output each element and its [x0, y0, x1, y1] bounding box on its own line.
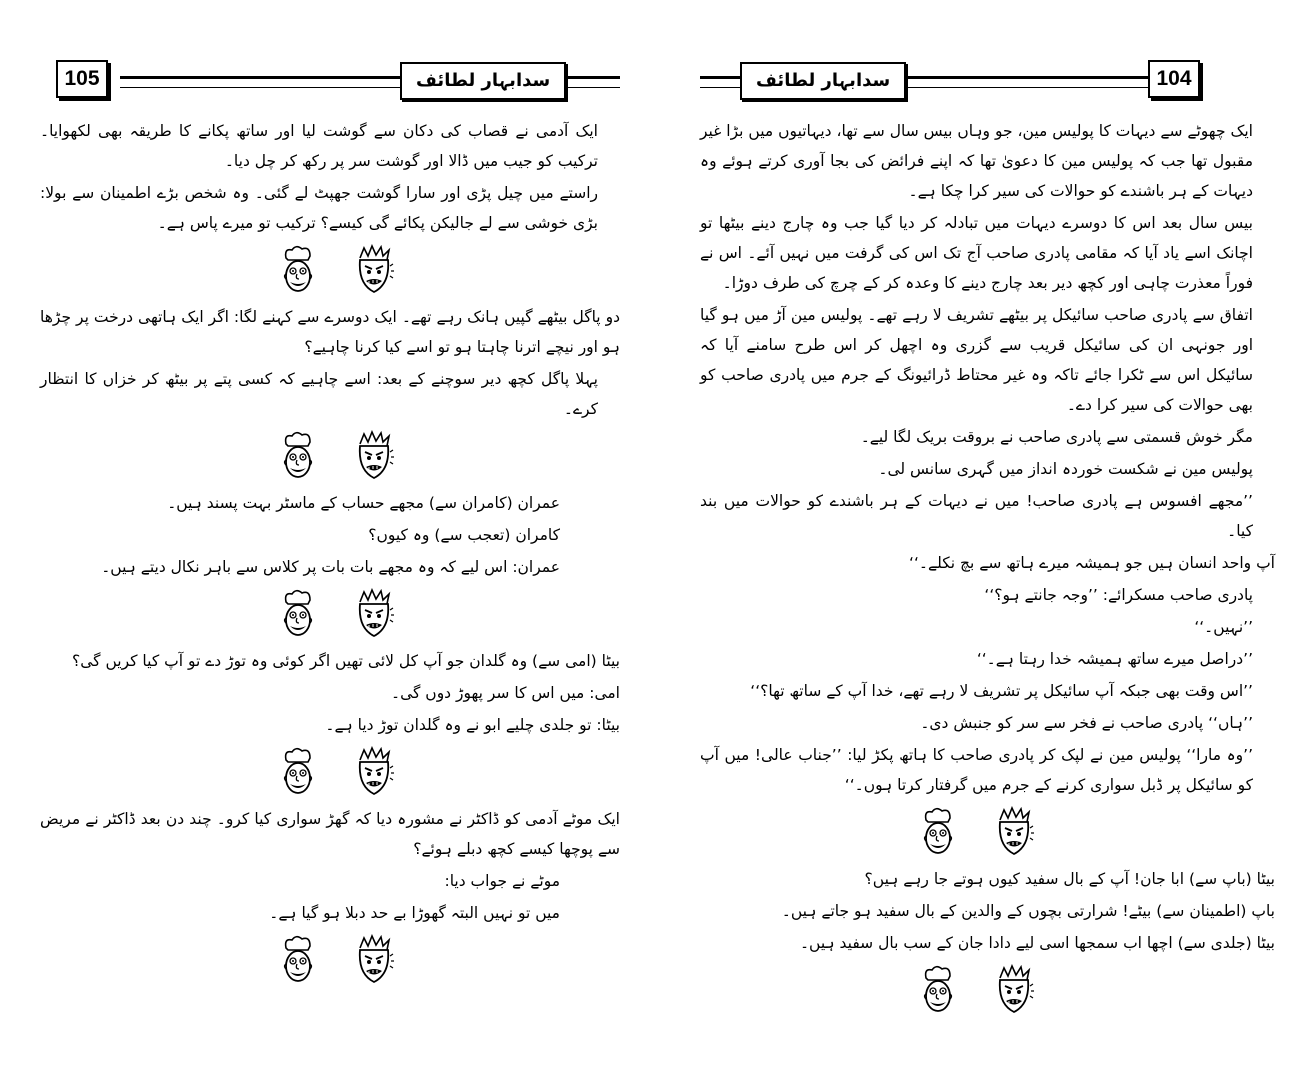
paragraph: ’’نہیں۔‘‘ — [1194, 618, 1253, 636]
page-header — [700, 60, 1275, 104]
page-header — [40, 60, 620, 104]
paragraph: ایک چھوٹے سے دیہات کا پولیس مین، جو وہاں بیس سال سے تھا، دیہاتیوں میں بڑا غیر مقبول تھا جب کہ پولیس مین کا دعویٰ تھا کہ اپنے فرائض کی بجا آوری کرتے ہوئے وہ دیہات کے ہر باشندے کو حوالات کی سیر کرا چکا ہے۔ — [700, 122, 1253, 200]
joke — [40, 302, 620, 424]
paragraph: عمران: اس لیے کہ وہ مجھے بات بات پر کلاس سے باہر نکال دیتے ہیں۔ — [101, 558, 560, 576]
paragraph: ایک آدمی نے قصاب کی دکان سے گوشت لیا اور ساتھ پکانے کا طریقہ بھی لکھوایا۔ ترکیب کو جیب میں ڈالا اور گوشت سر پر رکھ کر چل دیا۔ — [40, 122, 598, 170]
joke-separator — [700, 960, 1275, 1022]
joke — [40, 646, 620, 740]
paragraph: آپ واحد انسان ہیں جو ہمیشہ میرے ہاتھ سے بچ نکلے۔‘‘ — [909, 554, 1275, 572]
paragraph: بیٹا (امی سے) وہ گلدان جو آپ کل لائی تھیں اگر کوئی وہ توڑ دے تو آپ کیا کریں گی؟ — [72, 652, 620, 670]
joke — [700, 864, 1275, 958]
page-number: 105 — [56, 60, 108, 98]
paragraph: ’’مجھے افسوس ہے پادری صاحب! میں نے دیہات کے ہر باشندے کو حوالات میں بند کیا۔ — [700, 492, 1253, 540]
joke-separator — [40, 742, 620, 804]
paragraph: عمران (کامران سے) مجھے حساب کے ماسٹر بہت پسند ہیں۔ — [167, 494, 560, 512]
paragraph: مگر خوش قسمتی سے پادری صاحب نے بروقت بریک لگا لیے۔ — [860, 428, 1253, 446]
page-104 — [700, 38, 1275, 1048]
paragraph: ’’ہاں‘‘ پادری صاحب نے فخر سے سر کو جنبش دی۔ — [920, 714, 1253, 732]
paragraph: موٹے نے جواب دیا: — [444, 872, 560, 890]
paragraph: ’’اس وقت بھی جبکہ آپ سائیکل پر تشریف لا رہے تھے، خدا آپ کے ساتھ تھا؟‘‘ — [750, 682, 1253, 700]
paragraph: کامران (تعجب سے) وہ کیوں؟ — [368, 526, 560, 544]
joke-separator — [40, 426, 620, 488]
joke — [40, 804, 620, 928]
paragraph: بیٹا (جلدی سے) اچھا اب سمجھا اسی لیے دادا جان کے سب بال سفید ہیں۔ — [799, 934, 1275, 952]
book-title: سدابہار لطائف — [400, 62, 566, 100]
paragraph: بیٹا: تو جلدی چلیے ابو نے وہ گلدان توڑ دیا ہے۔ — [325, 716, 620, 734]
joke-separator — [40, 584, 620, 646]
paragraph: پولیس مین نے شکست خوردہ انداز میں گہری سانس لی۔ — [878, 460, 1253, 478]
paragraph: راستے میں چیل پڑی اور سارا گوشت جھپٹ لے گئی۔ وہ شخص بڑے اطمینان سے بولا: بڑی خوشی سے لے جالیکن پکائے گی کیسے؟ ترکیب تو میرے پاس ہے۔ — [40, 184, 598, 232]
joke-separator — [700, 802, 1275, 864]
page-number: 104 — [1148, 60, 1200, 98]
page-105 — [40, 38, 620, 1048]
paragraph: اتفاق سے پادری صاحب سائیکل پر بیٹھے تشریف لا رہے تھے۔ پولیس مین آڑ میں ہو گیا اور جونہی ان کی سائیکل قریب سے گزری وہ اچھل کر اس طرح سامنے آیا کہ سائیکل اس سے ٹکرا جائے تاکہ وہ غیر محتاط ڈرائیونگ کے جرم میں پادری صاحب کو بھی حوالات کی سیر کرا دے۔ — [700, 306, 1253, 414]
paragraph: ایک موٹے آدمی کو ڈاکٹر نے مشورہ دیا کہ گھڑ سواری کیا کرو۔ چند دن بعد ڈاکٹر نے مریض سے پوچھا کیسے کچھ دبلے ہوئے؟ — [40, 810, 620, 858]
joke-separator — [40, 930, 620, 992]
joke — [40, 488, 620, 582]
joke — [700, 116, 1275, 800]
paragraph: میں تو نہیں البتہ گھوڑا بے حد دبلا ہو گیا ہے۔ — [269, 904, 560, 922]
page-body — [40, 116, 620, 1048]
paragraph: ’’وہ مارا‘‘ پولیس مین نے لپک کر پادری صاحب کا ہاتھ پکڑ لیا: ’’جناب عالی! میں آپ کو سائیکل پر ڈبل سواری کرنے کے جرم میں گرفتار کرتا ہوں۔‘‘ — [700, 746, 1253, 794]
paragraph: ’’دراصل میرے ساتھ ہمیشہ خدا رہتا ہے۔‘‘ — [976, 650, 1253, 668]
joke-separator — [40, 240, 620, 302]
paragraph: پادری صاحب مسکرائے: ’’وجہ جانتے ہو؟‘‘ — [984, 586, 1253, 604]
paragraph: باپ (اطمینان سے) بیٹے! شرارتی بچوں کے والدین کے بال سفید ہو جاتے ہیں۔ — [781, 902, 1275, 920]
paragraph: پہلا پاگل کچھ دیر سوچنے کے بعد: اسے چاہیے کہ کسی پتے پر بیٹھ کر خزاں کا انتظار کرے۔ — [40, 370, 598, 418]
paragraph: بیٹا (باپ سے) ابا جان! آپ کے بال سفید کیوں ہوتے جا رہے ہیں؟ — [864, 870, 1275, 888]
paragraph: امی: میں اس کا سر پھوڑ دوں گی۔ — [391, 684, 620, 702]
page-body — [700, 116, 1275, 1048]
paragraph: بیس سال بعد اس کا دوسرے دیہات میں تبادلہ کر دیا گیا جب وہ چارج دینے بیٹھا تو اچانک اسے یاد آیا کہ مقامی پادری صاحب آج تک اس کی گرفت میں نہیں آئے۔ اس نے فوراً معذرت چاہی اور کچھ دیر بعد چارج دینے کا وعدہ کر کے چرچ کی طرف دوڑا۔ — [700, 214, 1253, 292]
paragraph: دو پاگل بیٹھے گپیں ہانک رہے تھے۔ ایک دوسرے سے کہنے لگا: اگر ایک ہاتھی درخت پر چڑھا ہو اور نیچے اترنا چاہتا ہو تو اسے کیا کرنا چاہیے؟ — [40, 308, 620, 356]
book-title: سدابہار لطائف — [740, 62, 906, 100]
joke — [40, 116, 620, 238]
